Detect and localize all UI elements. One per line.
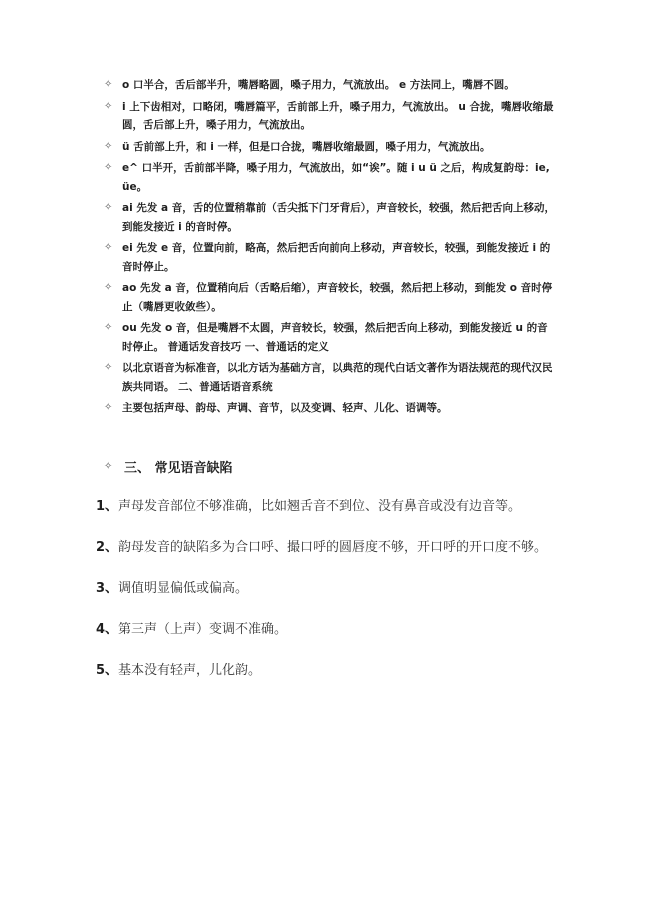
bullet-text: ei 先发 e 音，位置向前，略高，然后把舌向前向上移动，声音较长，较强，到能发接近 i 的音时停止。	[122, 242, 551, 273]
item-number: 4、	[96, 622, 119, 637]
diamond-bullet-icon: ✧	[104, 322, 113, 333]
bullet-item	[104, 159, 556, 196]
bullet-item	[104, 319, 556, 356]
section-heading	[104, 457, 233, 476]
item-number: 1、	[96, 499, 119, 514]
bullet-item	[104, 76, 556, 95]
list-item	[96, 531, 558, 564]
bullet-text: 以北京语音为标准音，以北方话为基础方言，以典范的现代白话文著作为语法规范的现代汉民族共同语。 二、普通话语音系统	[122, 362, 553, 393]
list-item	[96, 490, 558, 523]
diamond-bullet-icon: ✧	[104, 100, 113, 112]
diamond-bullet-icon: ✧	[104, 162, 113, 173]
bullet-text: ao 先发 a 音，位置稍向后（舌略后缩），声音较长，较强，然后把上移动，到能发 o 音时停止（嘴唇更收敛些）。	[122, 282, 553, 313]
diamond-bullet-icon: ✧	[104, 362, 113, 373]
bullet-item	[104, 239, 556, 276]
bullet-item	[104, 138, 556, 157]
bullet-item	[104, 199, 556, 236]
diamond-bullet-icon: ✧	[104, 402, 113, 413]
diamond-bullet-icon: ✧	[104, 202, 113, 213]
section-title: 三、 常见语音缺陷	[124, 461, 233, 476]
list-item	[96, 572, 558, 605]
bullet-item	[104, 98, 556, 135]
item-text: 第三声（上声）变调不准确。	[118, 622, 288, 637]
bullet-list	[104, 76, 556, 421]
item-text: 韵母发音的缺陷多为合口呼、撮口呼的圆唇度不够，开口呼的开口度不够。	[118, 540, 548, 555]
list-item	[96, 613, 558, 646]
diamond-bullet-icon: ✧	[104, 79, 113, 90]
bullet-item	[104, 279, 556, 316]
bullet-text: 主要包括声母、韵母、声调、音节，以及变调、轻声、儿化、语调等。	[122, 402, 448, 414]
item-text: 调值明显偏低或偏高。	[118, 581, 249, 596]
item-number: 2、	[96, 540, 119, 555]
bullet-text: i 上下齿相对，口略闭，嘴唇篇平，舌前部上升，嗓子用力，气流放出。 u 合拢，嘴唇收缩最圆，舌后部上升，嗓子用力，气流放出。	[122, 100, 554, 131]
diamond-bullet-icon: ✧	[104, 461, 113, 472]
diamond-bullet-icon: ✧	[104, 242, 113, 253]
item-text: 基本没有轻声，儿化韵。	[118, 663, 262, 678]
diamond-bullet-icon: ✧	[104, 140, 113, 152]
bullet-text: o 口半合，舌后部半升，嘴唇略圆，嗓子用力，气流放出。 e 方法同上，嘴唇不圆。	[122, 79, 515, 91]
item-text: 声母发音部位不够准确，比如翘舌音不到位、没有鼻音或没有边音等。	[118, 499, 522, 514]
bullet-text: ou 先发 o 音，但是嘴唇不太圆，声音较长，较强，然后把舌向上移动，到能发接近 u 的音时停止。 普通话发音技巧 一、普通话的定义	[122, 322, 548, 353]
item-number: 5、	[96, 663, 119, 678]
list-item	[96, 654, 558, 687]
bullet-item	[104, 399, 556, 418]
numbered-list	[96, 490, 558, 695]
item-number: 3、	[96, 581, 119, 596]
bullet-text: e^ 口半开，舌前部半降，嗓子用力，气流放出，如“诶”。随 i u ü 之后，构成复韵母：ie, üe。	[122, 162, 550, 193]
bullet-text: ai 先发 a 音，舌的位置稍靠前（舌尖抵下门牙背后），声音较长，较强，然后把舌向上移动，到能发接近 i 的音时停。	[122, 202, 555, 233]
bullet-item	[104, 359, 556, 396]
bullet-text: ü 舌前部上升，和 i 一样，但是口合拢，嘴唇收缩最圆，嗓子用力，气流放出。	[122, 140, 491, 153]
diamond-bullet-icon: ✧	[104, 282, 113, 293]
